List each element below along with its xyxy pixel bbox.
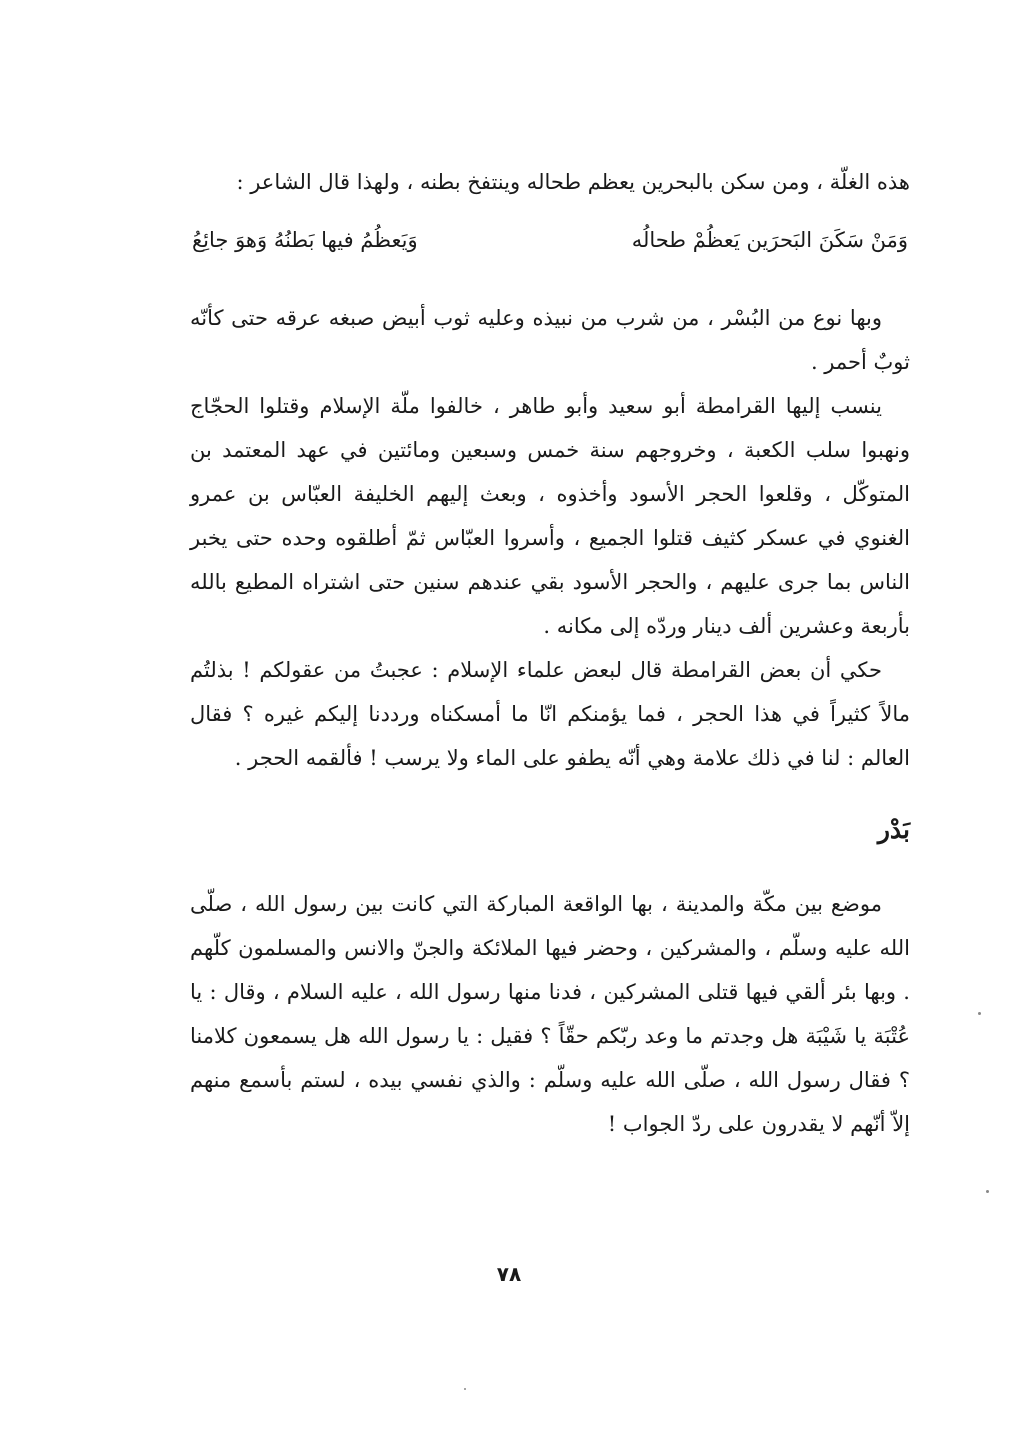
verse-hemistich-first: وَمَنْ سَكَنَ البَحرَين يَعظُمْ طحالُه [631,228,908,252]
page-body [190,160,910,1146]
paragraph-busr: وبها نوع من البُسْر ، من شرب من نبيذه وعليه ثوب أبيض صبغه عرقه حتى كأنّه ثوبٌ أحمر . [190,306,910,374]
poetry-verse [190,218,910,262]
continuation-line: هذه الغلّة ، ومن سكن بالبحرين يعظم طحاله وينتفخ بطنه ، ولهذا قال الشاعر : [236,170,910,194]
paragraph-anecdote: حكي أن بعض القرامطة قال لبعض علماء الإسلام : عجبتُ من عقولكم ! بذلتُم مالاً كثيراً في هذا الحجر ، فما يؤمنكم انّا ما أمسكناه ورددنا إليكم غيره ؟ فقال العالم : لنا في ذلك علامة وهي أنّه يطفو على الماء ولا يرسب ! فألقمه الحجر . [190,658,911,770]
scan-speck [978,1012,981,1015]
section-heading: بَدْر [877,815,910,844]
page-number: ٧٨ [496,1262,522,1286]
paragraph-qaramita: ينسب إليها القرامطة أبو سعيد وأبو طاهر ، خالفوا ملّة الإسلام وقتلوا الحجّاج ونهبوا سلب الكعبة ، وخروجهم سنة خمس وسبعين ومائتين في عهد المعتمد بن المتوكّل ، وقلعوا الحجر الأسود وأخذوه ، وبعث إليهم الخليفة العبّاس بن عمرو الغنوي في عسكر كثيف قتلوا الجميع ، وأسروا العبّاس ثمّ أطلقوه وحده حتى يخبر الناس بما جرى عليهم ، والحجر الأسود بقي عندهم سنين حتى اشتراه المطيع بالله بأربعة وعشرين ألف دينار وردّه إلى مكانه . [190,394,910,638]
verse-hemistich-second: وَيَعظُمُ فيها بَطنُهُ وَهوَ جائِعُ [192,228,418,252]
paragraph-badr: موضع بين مكّة والمدينة ، بها الواقعة المباركة التي كانت بين رسول الله ، صلّى الله عليه وسلّم ، والمشركين ، وحضر فيها الملائكة والجنّ والانس والمسلمون كلّهم . وبها بئر ألقي فيها قتلى المشركين ، فدنا منها رسول الله ، عليه السلام ، وقال : يا عُتْبَة يا شَيْبَة هل وجدتم ما وعد ربّكم حقّاً ؟ فقيل : يا رسول الله هل يسمعون كلامنا ؟ فقال رسول الله ، صلّى الله عليه وسلّم : والذي نفسي بيده ، لستم بأسمع منهم إلاّ أنّهم لا يقدرون على ردّ الجواب ! [190,892,910,1136]
scan-speck [464,1388,466,1390]
scan-speck [986,1190,989,1193]
